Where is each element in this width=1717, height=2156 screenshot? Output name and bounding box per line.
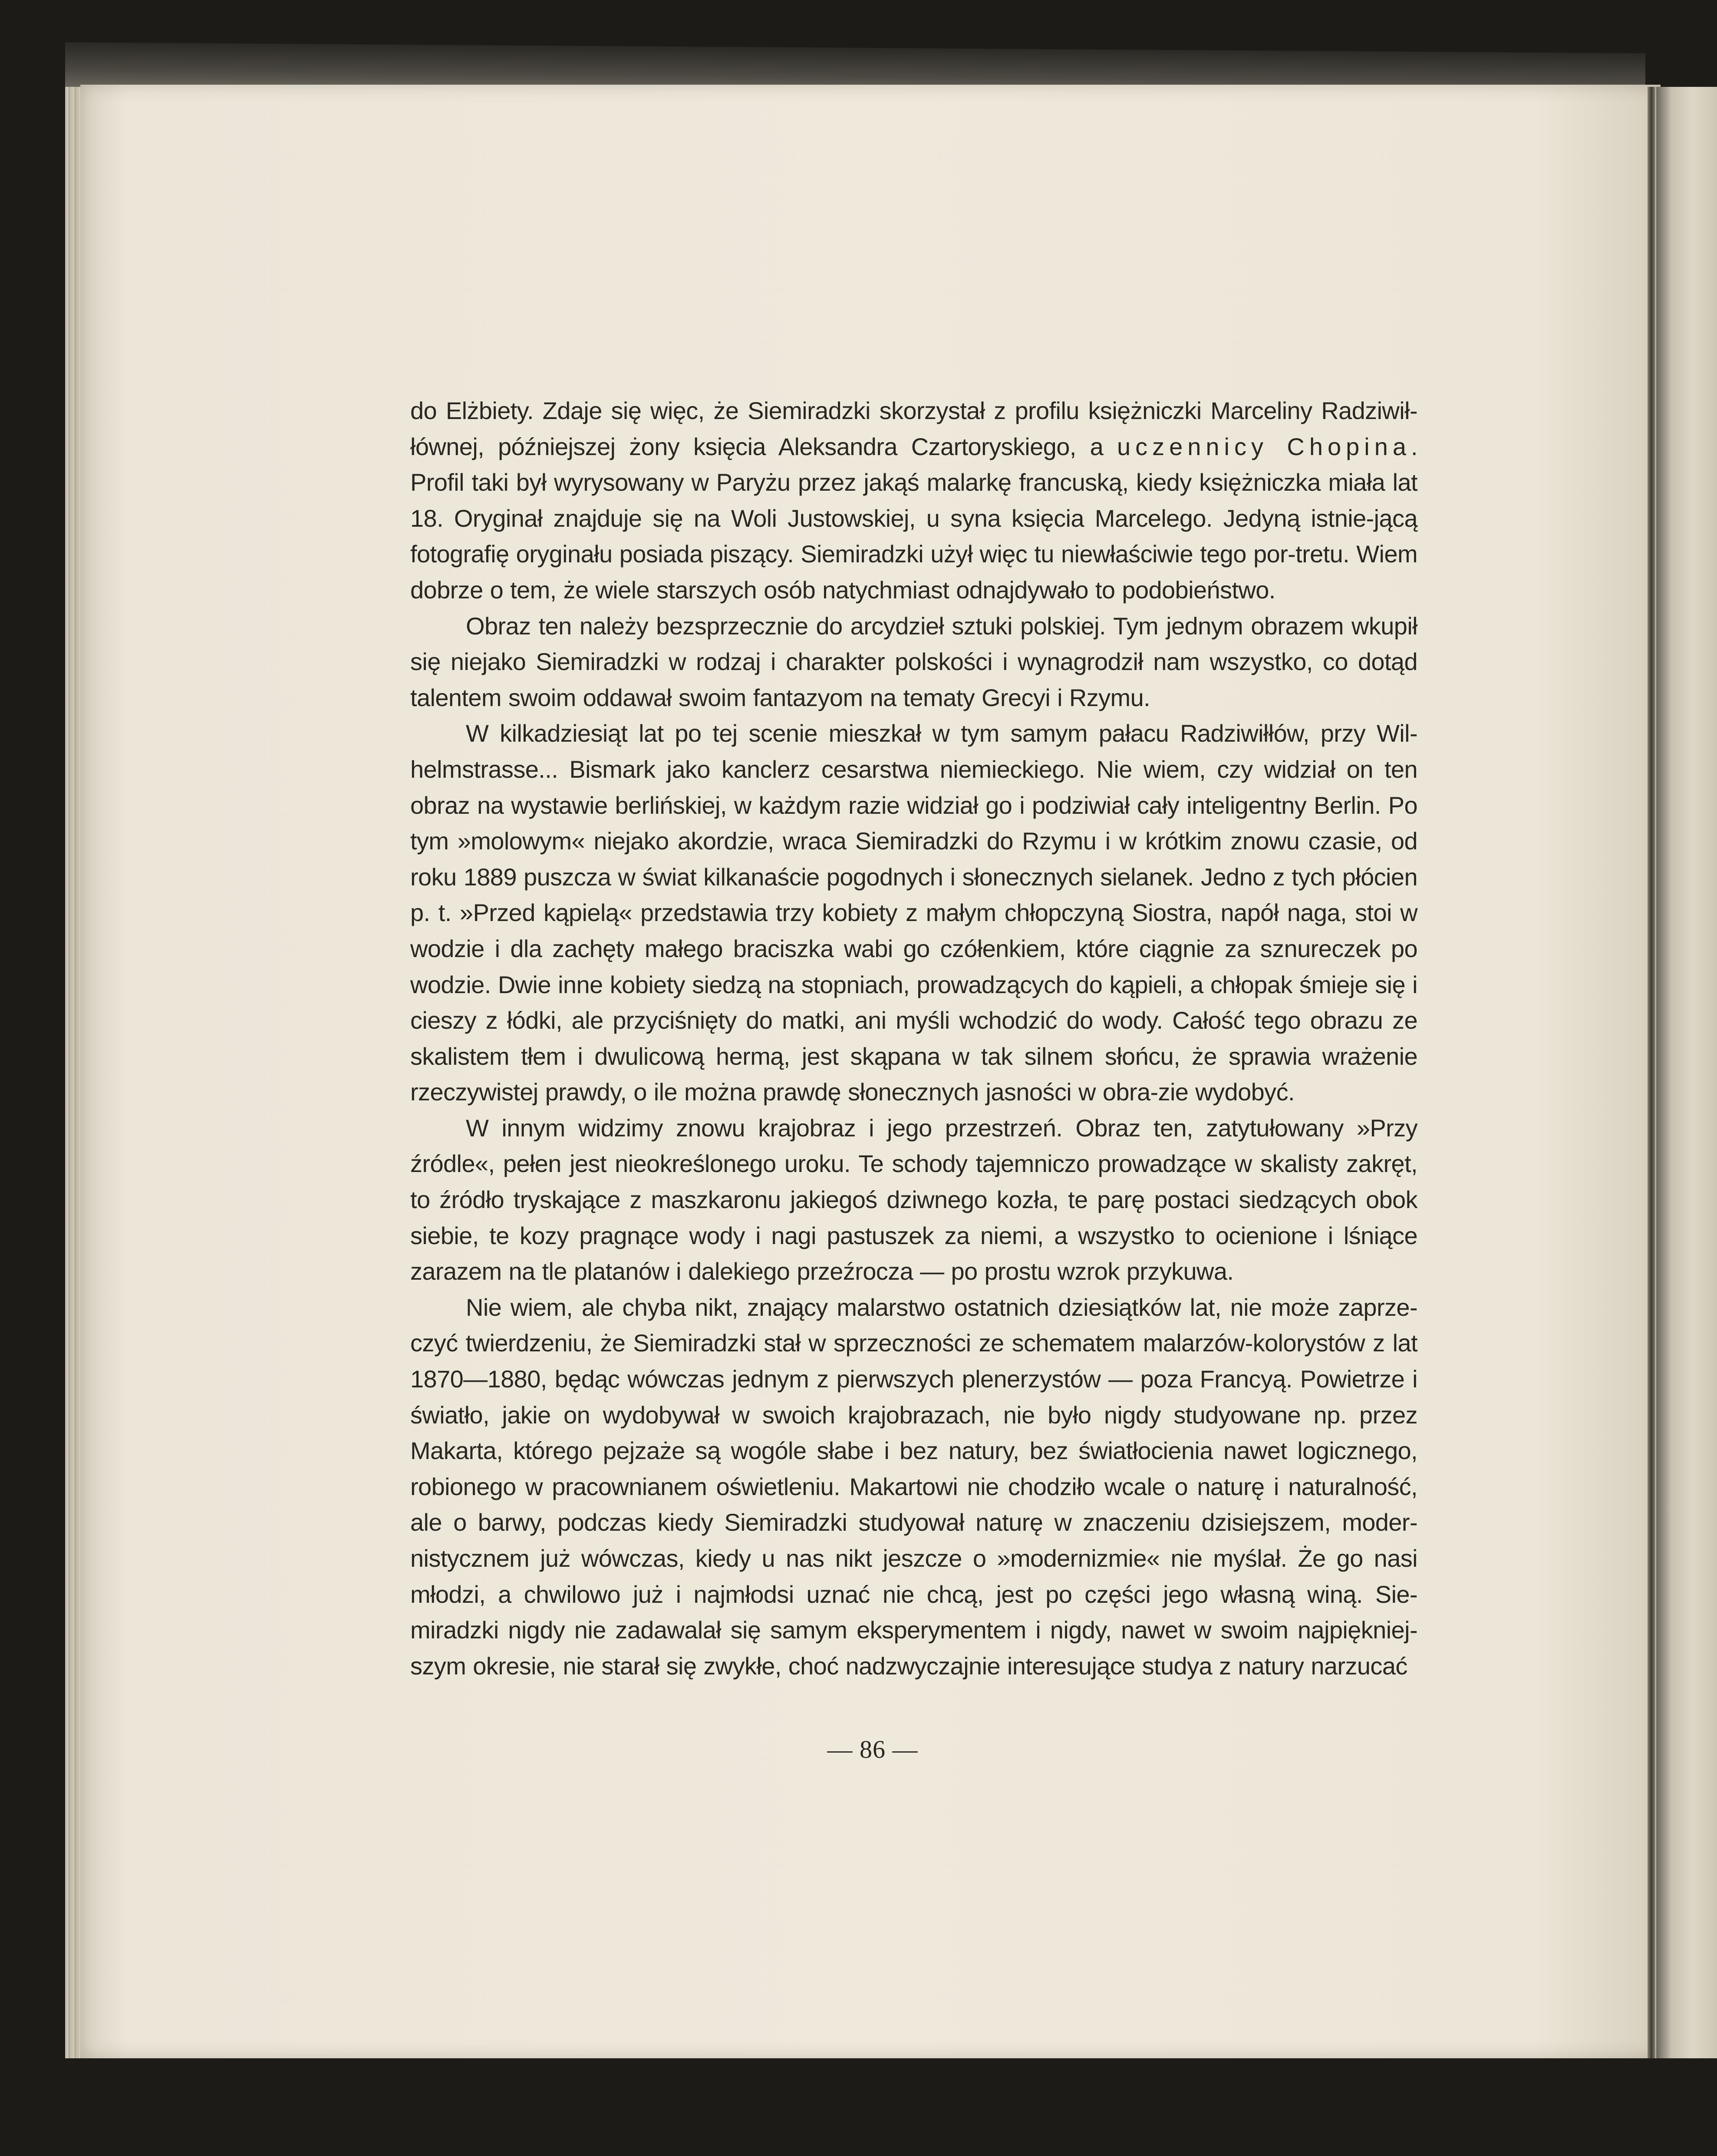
page-number: — 86 — bbox=[827, 1735, 918, 1763]
paragraph-1-text-continued: . Profil taki był wyrysowany w Paryżu przez jakąś malarkę francuską, kiedy księżniczka miała lat 18. Oryginał znajduje się na Woli Justowskiej, u syna księcia Marcelego. Jedyną istnie-jącą fotografię oryginału posiada piszący. Siemiradzki użył więc tu niewłaściwie tego por-tretu. Wiem dobrze o tem, że wiele starszych osób natychmiast odnajdywało to podobieństwo. bbox=[410, 433, 1417, 604]
paragraph-3: W kilkadziesiąt lat po tej scenie mieszkał w tym samym pałacu Radziwiłłów, przy Wil-helmstrasse... Bismark jako kanclerz cesarstwa niemieckiego. Nie wiem, czy widział on ten obraz na wystawie berlińskiej, w każdym razie widział go i podziwiał cały inteligentny Berlin. Po tym »molowym« niejako akordzie, wraca Siemiradzki do Rzymu i w krótkim znowu czasie, od roku 1889 puszcza w świat kilkanaście pogodnych i słonecznych sielanek. Jedno z tych płócien p. t. »Przed kąpielą« przedstawia trzy kobiety z małym chłopczyną Siostra, napół naga, stoi w wodzie i dla zachęty małego braciszka wabi go czółenkiem, które ciągnie za sznureczek po wodzie. Dwie inne kobiety siedzą na stopniach, prowadzących do kąpieli, a chłopak śmieje się i cieszy z łódki, ale przyciśnięty do matki, ani myśli wchodzić do wody. Całość tego obrazu ze skalistem tłem i dwulicową hermą, jest skąpana w tak silnem słońcu, że sprawia wrażenie rzeczywistej prawdy, o ile można prawdę słonecznych jasności w obra-zie wydobyć. bbox=[410, 720, 1417, 1106]
paragraph-2: Obraz ten należy bezsprzecznie do arcydzieł sztuki polskiej. Tym jednym obrazem wkupił się niejako Siemiradzki w rodzaj i charakter polskości i wynagrodził nam wszystko, co dotąd talentem swoim oddawał swoim fantazyom na tematy Grecyi i Rzymu. bbox=[410, 612, 1417, 711]
body-text bbox=[410, 393, 1417, 1684]
facing-page-edge bbox=[1656, 87, 1717, 2058]
spaced-emphasis: uczennicy Chopina bbox=[1117, 433, 1411, 460]
book-gutter bbox=[1648, 87, 1655, 2058]
paragraph-4: W innym widzimy znowu krajobraz i jego przestrzeń. Obraz ten, zatytułowany »Przy źródle«, pełen jest nieokreślonego uroku. Te schody tajemniczo prowadzące w skalisty zakręt, to źródło tryskające z maszkaronu jakiegoś dziwnego kozła, te parę postaci siedzących obok siebie, te kozy pragnące wody i nagi pastuszek za niemi, a wszystko to ocienione i lśniące zarazem na tle platanów i dalekiego przeźrocza — po prostu wzrok przykuwa. bbox=[410, 1114, 1417, 1285]
paragraph-5: Nie wiem, ale chyba nikt, znający malarstwo ostatnich dziesiątków lat, nie może zaprze-czyć twierdzeniu, że Siemiradzki stał w sprzeczności ze schematem malarzów-kolorystów z lat 1870—1880, będąc wówczas jednym z pierwszych plenerzystów — poza Francyą. Powietrze i światło, jakie on wydobywał w swoich krajobrazach, nie było nigdy studyowane np. przez Makarta, którego pejzaże są wogóle słabe i bez natury, bez światłocienia nawet logicznego, robionego w pracownianem oświetleniu. Makartowi nie chodziło wcale o naturę i naturalność, ale o barwy, podczas kiedy Siemiradzki studyował naturę w znaczeniu dzisiejszem, moder-nistycznem już wówczas, kiedy u nas nikt jeszcze o »modernizmie« nie myślał. Że go nasi młodzi, a chwilowo już i najmłodsi uznać nie chcą, jest po części jego własną winą. Sie-miradzki nigdy nie zadawalał się samym eksperymentem i nigdy, nawet w swoim najpiękniej-szym okresie, nie starał się zwykłe, choć nadzwyczajnie interesujące studya z natury narzucać bbox=[410, 1293, 1417, 1680]
paragraph-1-text: do Elżbiety. Zdaje się więc, że Siemiradzki skorzystał z profilu księżniczki Marceliny Radziwił-łównej, późniejszej żony księcia Aleksandra Czartoryskiego, a bbox=[410, 397, 1417, 460]
paragraph-1 bbox=[410, 393, 1417, 608]
